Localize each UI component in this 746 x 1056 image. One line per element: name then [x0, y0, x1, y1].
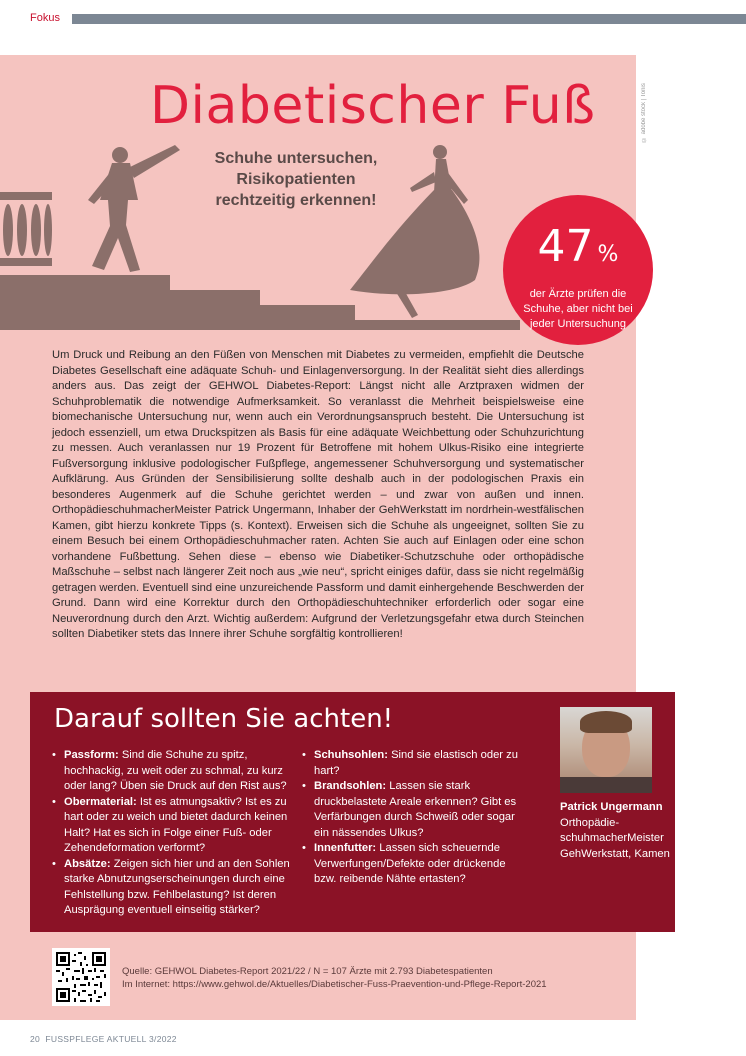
tip-text: Sind die Schuhe zu spitz, hochhackig, zu weit oder zu schmal, zu kurz oder lang? Üben sie Druck auf den Rist aus? [64, 749, 287, 792]
tips-list-right [302, 748, 522, 888]
tip-item-brandsohlen [302, 779, 522, 841]
tip-term: Schuhsohlen: [314, 749, 388, 761]
tip-term: Passform: [64, 749, 119, 761]
tips-box [30, 692, 675, 932]
portrait-shirt [560, 777, 652, 793]
article-subtitle: Schuhe untersuchen, Risikopatienten rechtzeitig erkennen! [214, 150, 378, 209]
source-note [122, 965, 622, 991]
tip-text: Lassen sich scheuernde Verwerfungen/Defekte oder drückende bzw. reibende Nähte ertasten? [314, 842, 506, 885]
header-bar [72, 14, 746, 24]
section-label: Fokus [30, 12, 60, 24]
tip-text: Ist es atmungsaktiv? Ist es zu hart oder zu weich und bietet dadurch keinen Halt? Hat es sich in Folge einer Fuß- oder Zehendeformation verformt? [64, 795, 288, 854]
page-footer [30, 1034, 177, 1044]
expert-name: Patrick Ungermann [560, 801, 663, 813]
tip-item-absaetze [52, 857, 292, 919]
source-url[interactable]: Im Internet: https://www.gehwol.de/Aktuelles/Diabetischer-Fuss-Praevention-und-Pflege-Report-2021 [122, 979, 547, 990]
tip-term: Innenfutter: [314, 842, 377, 854]
stat-caption: der Ärzte prüfen die Schuhe, aber nicht bei jeder Untersuchung [523, 288, 633, 330]
photo-credit: © adobe stock | Tonis [641, 83, 647, 142]
tip-text: Zeigen sich hier und an den Sohlen starke Abnutzungserscheinungen durch eine Fehlstellung bzw. Fehlbelastung? Ist deren Ausprägung eventuell einseitig stärker? [64, 857, 290, 916]
stat-circle [503, 195, 653, 345]
stat-value: 47 [537, 221, 594, 272]
expert-bio [560, 800, 670, 862]
expert-portrait [560, 707, 652, 793]
tip-term: Brandsohlen: [314, 780, 387, 792]
tips-heading: Darauf sollten Sie achten! [54, 704, 394, 734]
tip-item-passform [52, 748, 292, 795]
tip-item-innenfutter [302, 841, 522, 888]
stat-number [503, 221, 653, 272]
article-body: Um Druck und Reibung an den Füßen von Menschen mit Diabetes zu vermeiden, empfiehlt die Deutsche Diabetes Gesellschaft eine adäquate Schuh- und Einlagenversorgung. In der Realität sieht dies allerdings anders aus. Das zeigt der GEHWOL Diabetes-Report: Längst nicht alle Arztpraxen widmen der Schuhproblematik die notwendige Aufmerksamkeit. So veranlasst die Mehrheit beispielsweise eine biomechanische Untersuchung nur, wenn auch ein Verordnungsanspruch besteht. Die Untersuchung ist jedoch essenziell, um etwa Druckspitzen als Basis für eine adäquate Weichbettung oder Schuhzurichtung zu messen. Auch veranlassen nur 19 Prozent für Betroffene mit hohem Ulkus-Risiko eine integrierte Fußversorgung inklusive podologischer Fußpflege, angemessener Schuhversorgung und systematischer Aufklärung. Aus Gründen der Sensibilisierung sollte deshalb auch in der podologischen Praxis ein besonderes Augenmerk auf die Schuhe gerichtet werden – und zwar von außen und innen. OrthopädieschuhmacherMeister Patrick Ungermann, Inhaber der GehWerkstatt im nordrhein-westfälischen Kamen, gibt hierzu konkrete Tipps (s. Kontext). Erweisen sich die Schuhe als ungeeignet, sollten Sie zu einem Besuch bei einem Orthopädieschuhmacher raten. Achten Sie auch auf Einlagen oder eine schon vorhandene Fußbettung. Sehen diese – ebenso wie Diabetiker-Schutzschuhe oder orthopädische Maßschuhe – selbst nach längerer Zeit noch aus „wie neu“, spricht einiges dafür, dass sie nicht regelmäßig getragen werden. Eventuell sind eine unzureichende Passform und damit einhergehende Beschwerden der Grund. Dann wird eine Korrektur durch den Orthopädieschuhtechniker erforderlich oder sogar eine Neuverordnung durch den Arzt. Wichtig außerdem: Aufgrund der Verletzungsgefahr etwa durch Steinchen sollten Diabetiker stets das Innere ihrer Schuhe sorgfältig kontrollieren! [52, 349, 584, 640]
qr-code-icon[interactable] [52, 948, 110, 1006]
tip-item-obermaterial [52, 795, 292, 857]
tip-text: Lassen sie stark druckbelastete Areale erkennen? Gibt es Verfärbungen durch Schweiß oder sogar ein nässendes Ulkus? [314, 780, 517, 839]
tip-item-schuhsohlen [302, 748, 522, 779]
article-title: Diabetischer Fuß [150, 76, 596, 136]
magazine-name: FUSSPFLEGE AKTUELL 3/2022 [45, 1034, 177, 1044]
stat-unit: % [597, 242, 619, 267]
portrait-hair [580, 711, 632, 733]
tip-term: Obermaterial: [64, 795, 137, 808]
tip-term: Absätze: [64, 857, 111, 870]
tip-text: Sind sie elastisch oder zu hart? [314, 749, 518, 777]
source-line: Quelle: GEHWOL Diabetes-Report 2021/22 / N = 107 Ärzte mit 2.793 Diabetespatienten [122, 966, 493, 977]
tips-list-left [52, 748, 292, 919]
expert-role: OrthopädieschuhmacherMeister GehWerkstatt, Kamen [560, 816, 670, 860]
page-number: 20 [30, 1034, 41, 1044]
